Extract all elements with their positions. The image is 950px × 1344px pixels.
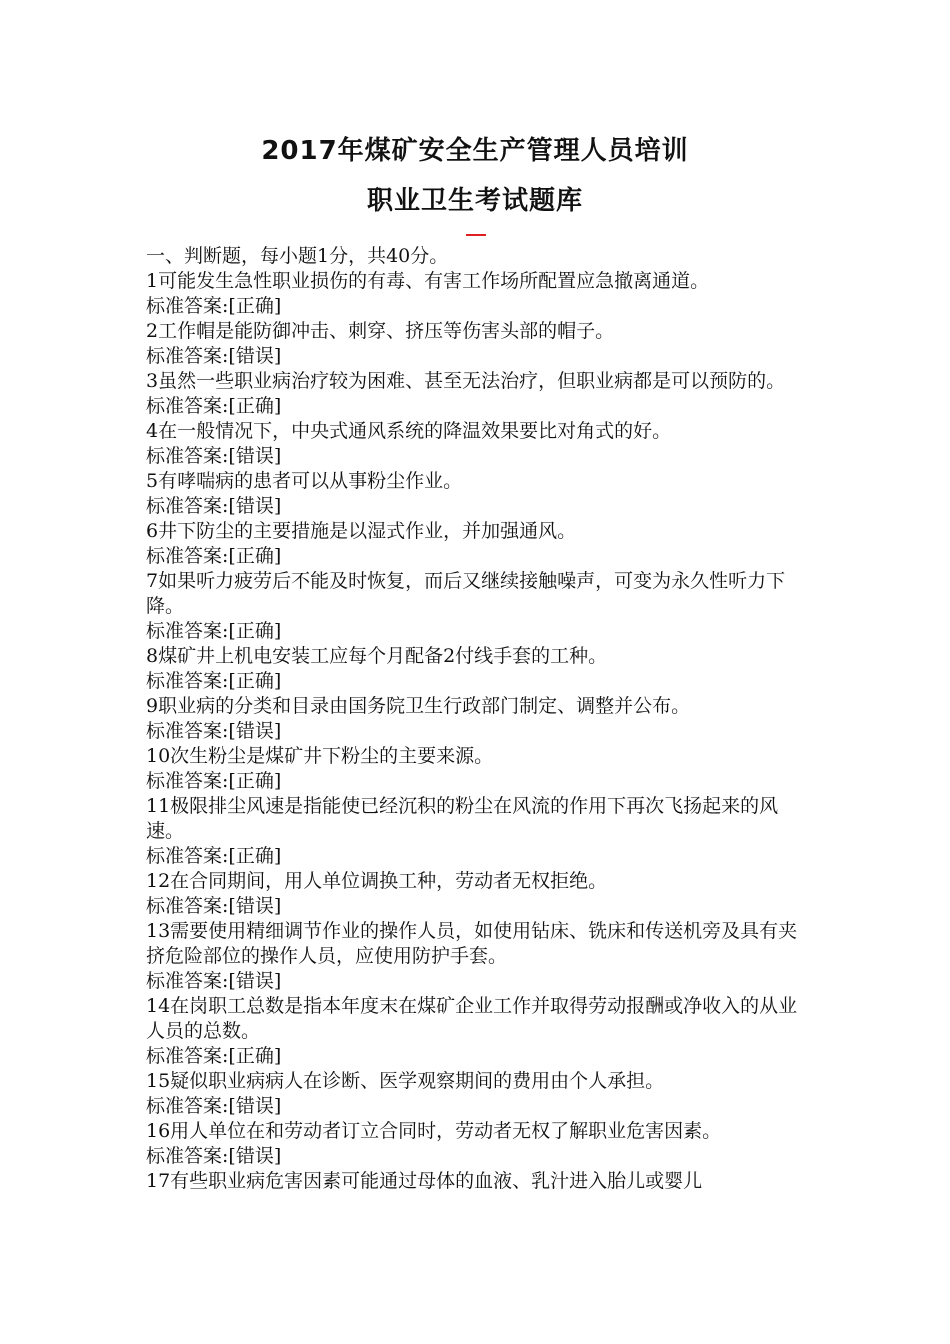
answer-value: [错误] xyxy=(228,970,282,992)
document-subtitle: 职业卫生考试题库 xyxy=(366,186,583,216)
answer-label: 标准答案: xyxy=(146,1145,229,1167)
section-header: 一、判断题，每小题1分，共40分。 xyxy=(146,245,449,267)
question-text: 1可能发生急性职业损伤的有毒、有害工作场所配置应急撤离通道。 xyxy=(146,270,710,292)
answer-label: 标准答案: xyxy=(146,1045,229,1067)
red-dash-mark xyxy=(466,234,486,236)
answer-label: 标准答案: xyxy=(146,445,229,467)
question-text: 9职业病的分类和目录由国务院卫生行政部门制定、调整并公布。 xyxy=(146,695,691,717)
answer-value: [正确] xyxy=(228,545,282,567)
question-text: 7如果听力疲劳后不能及时恢复，而后又继续接触噪声，可变为永久性听力下降。 xyxy=(146,570,786,617)
answer-value: [正确] xyxy=(228,620,282,642)
answer-line xyxy=(146,619,816,644)
question-text: 10次生粉尘是煤矿井下粉尘的主要来源。 xyxy=(146,745,494,767)
answer-label: 标准答案: xyxy=(146,970,229,992)
answer-label: 标准答案: xyxy=(146,395,229,417)
answer-value: [正确] xyxy=(228,845,282,867)
answer-value: [正确] xyxy=(228,295,282,317)
answer-value: [错误] xyxy=(228,495,282,517)
answer-value: [正确] xyxy=(228,395,282,417)
question-text: 8煤矿井上机电安装工应每个月配备2付线手套的工种。 xyxy=(146,645,608,667)
question-text: 16用人单位在和劳动者订立合同时，劳动者无权了解职业危害因素。 xyxy=(146,1120,722,1142)
answer-line xyxy=(146,494,816,519)
answer-label: 标准答案: xyxy=(146,495,229,517)
question-text: 3虽然一些职业病治疗较为困难、甚至无法治疗，但职业病都是可以预防的。 xyxy=(146,370,786,392)
answer-value: [正确] xyxy=(228,770,282,792)
answer-label: 标准答案: xyxy=(146,620,229,642)
answer-label: 标准答案: xyxy=(146,845,229,867)
question-text: 13需要使用精细调节作业的操作人员，如使用钻床、铣床和传送机旁及具有夹挤危险部位的操作人员，应使用防护手套。 xyxy=(146,920,798,967)
answer-value: [错误] xyxy=(228,720,282,742)
answer-line xyxy=(146,344,816,369)
question-text: 6井下防尘的主要措施是以湿式作业，并加强通风。 xyxy=(146,520,577,542)
answer-label: 标准答案: xyxy=(146,545,229,567)
answer-value: [正确] xyxy=(228,1045,282,1067)
answer-line xyxy=(146,1094,816,1119)
answer-line xyxy=(146,1044,816,1069)
answer-line xyxy=(146,1144,816,1169)
question-text: 12在合同期间，用人单位调换工种，劳动者无权拒绝。 xyxy=(146,870,608,892)
question-text: 15疑似职业病病人在诊断、医学观察期间的费用由个人承担。 xyxy=(146,1070,665,1092)
answer-label: 标准答案: xyxy=(146,1095,229,1117)
answer-line xyxy=(146,719,816,744)
question-text: 11极限排尘风速是指能使已经沉积的粉尘在风流的作用下再次飞扬起来的风速。 xyxy=(146,795,779,842)
answer-label: 标准答案: xyxy=(146,895,229,917)
answer-line xyxy=(146,844,816,869)
answer-line xyxy=(146,444,816,469)
answer-value: [错误] xyxy=(228,1145,282,1167)
question-text: 14在岗职工总数是指本年度末在煤矿企业工作并取得劳动报酬或净收入的从业人员的总数。 xyxy=(146,995,798,1042)
answer-label: 标准答案: xyxy=(146,770,229,792)
answer-value: [错误] xyxy=(228,345,282,367)
answer-label: 标准答案: xyxy=(146,295,229,317)
answer-line xyxy=(146,894,816,919)
answer-label: 标准答案: xyxy=(146,670,229,692)
answer-line xyxy=(146,394,816,419)
document-title: 2017年煤矿安全生产管理人员培训 xyxy=(261,136,689,166)
answer-value: [正确] xyxy=(228,670,282,692)
question-text: 4在一般情况下，中央式通风系统的降温效果要比对角式的好。 xyxy=(146,420,672,442)
question-text-partial: 17有些职业病危害因素可能通过母体的血液、乳汁进入胎儿或婴儿 xyxy=(146,1170,703,1192)
question-text: 2工作帽是能防御冲击、刺穿、挤压等伤害头部的帽子。 xyxy=(146,320,615,342)
answer-value: [错误] xyxy=(228,445,282,467)
answer-line xyxy=(146,544,816,569)
answer-label: 标准答案: xyxy=(146,345,229,367)
question-list xyxy=(146,244,816,1194)
answer-line xyxy=(146,969,816,994)
answer-line xyxy=(146,669,816,694)
answer-line xyxy=(146,294,816,319)
answer-value: [错误] xyxy=(228,1095,282,1117)
answer-label: 标准答案: xyxy=(146,720,229,742)
question-text: 5有哮喘病的患者可以从事粉尘作业。 xyxy=(146,470,463,492)
answer-value: [错误] xyxy=(228,895,282,917)
answer-line xyxy=(146,769,816,794)
